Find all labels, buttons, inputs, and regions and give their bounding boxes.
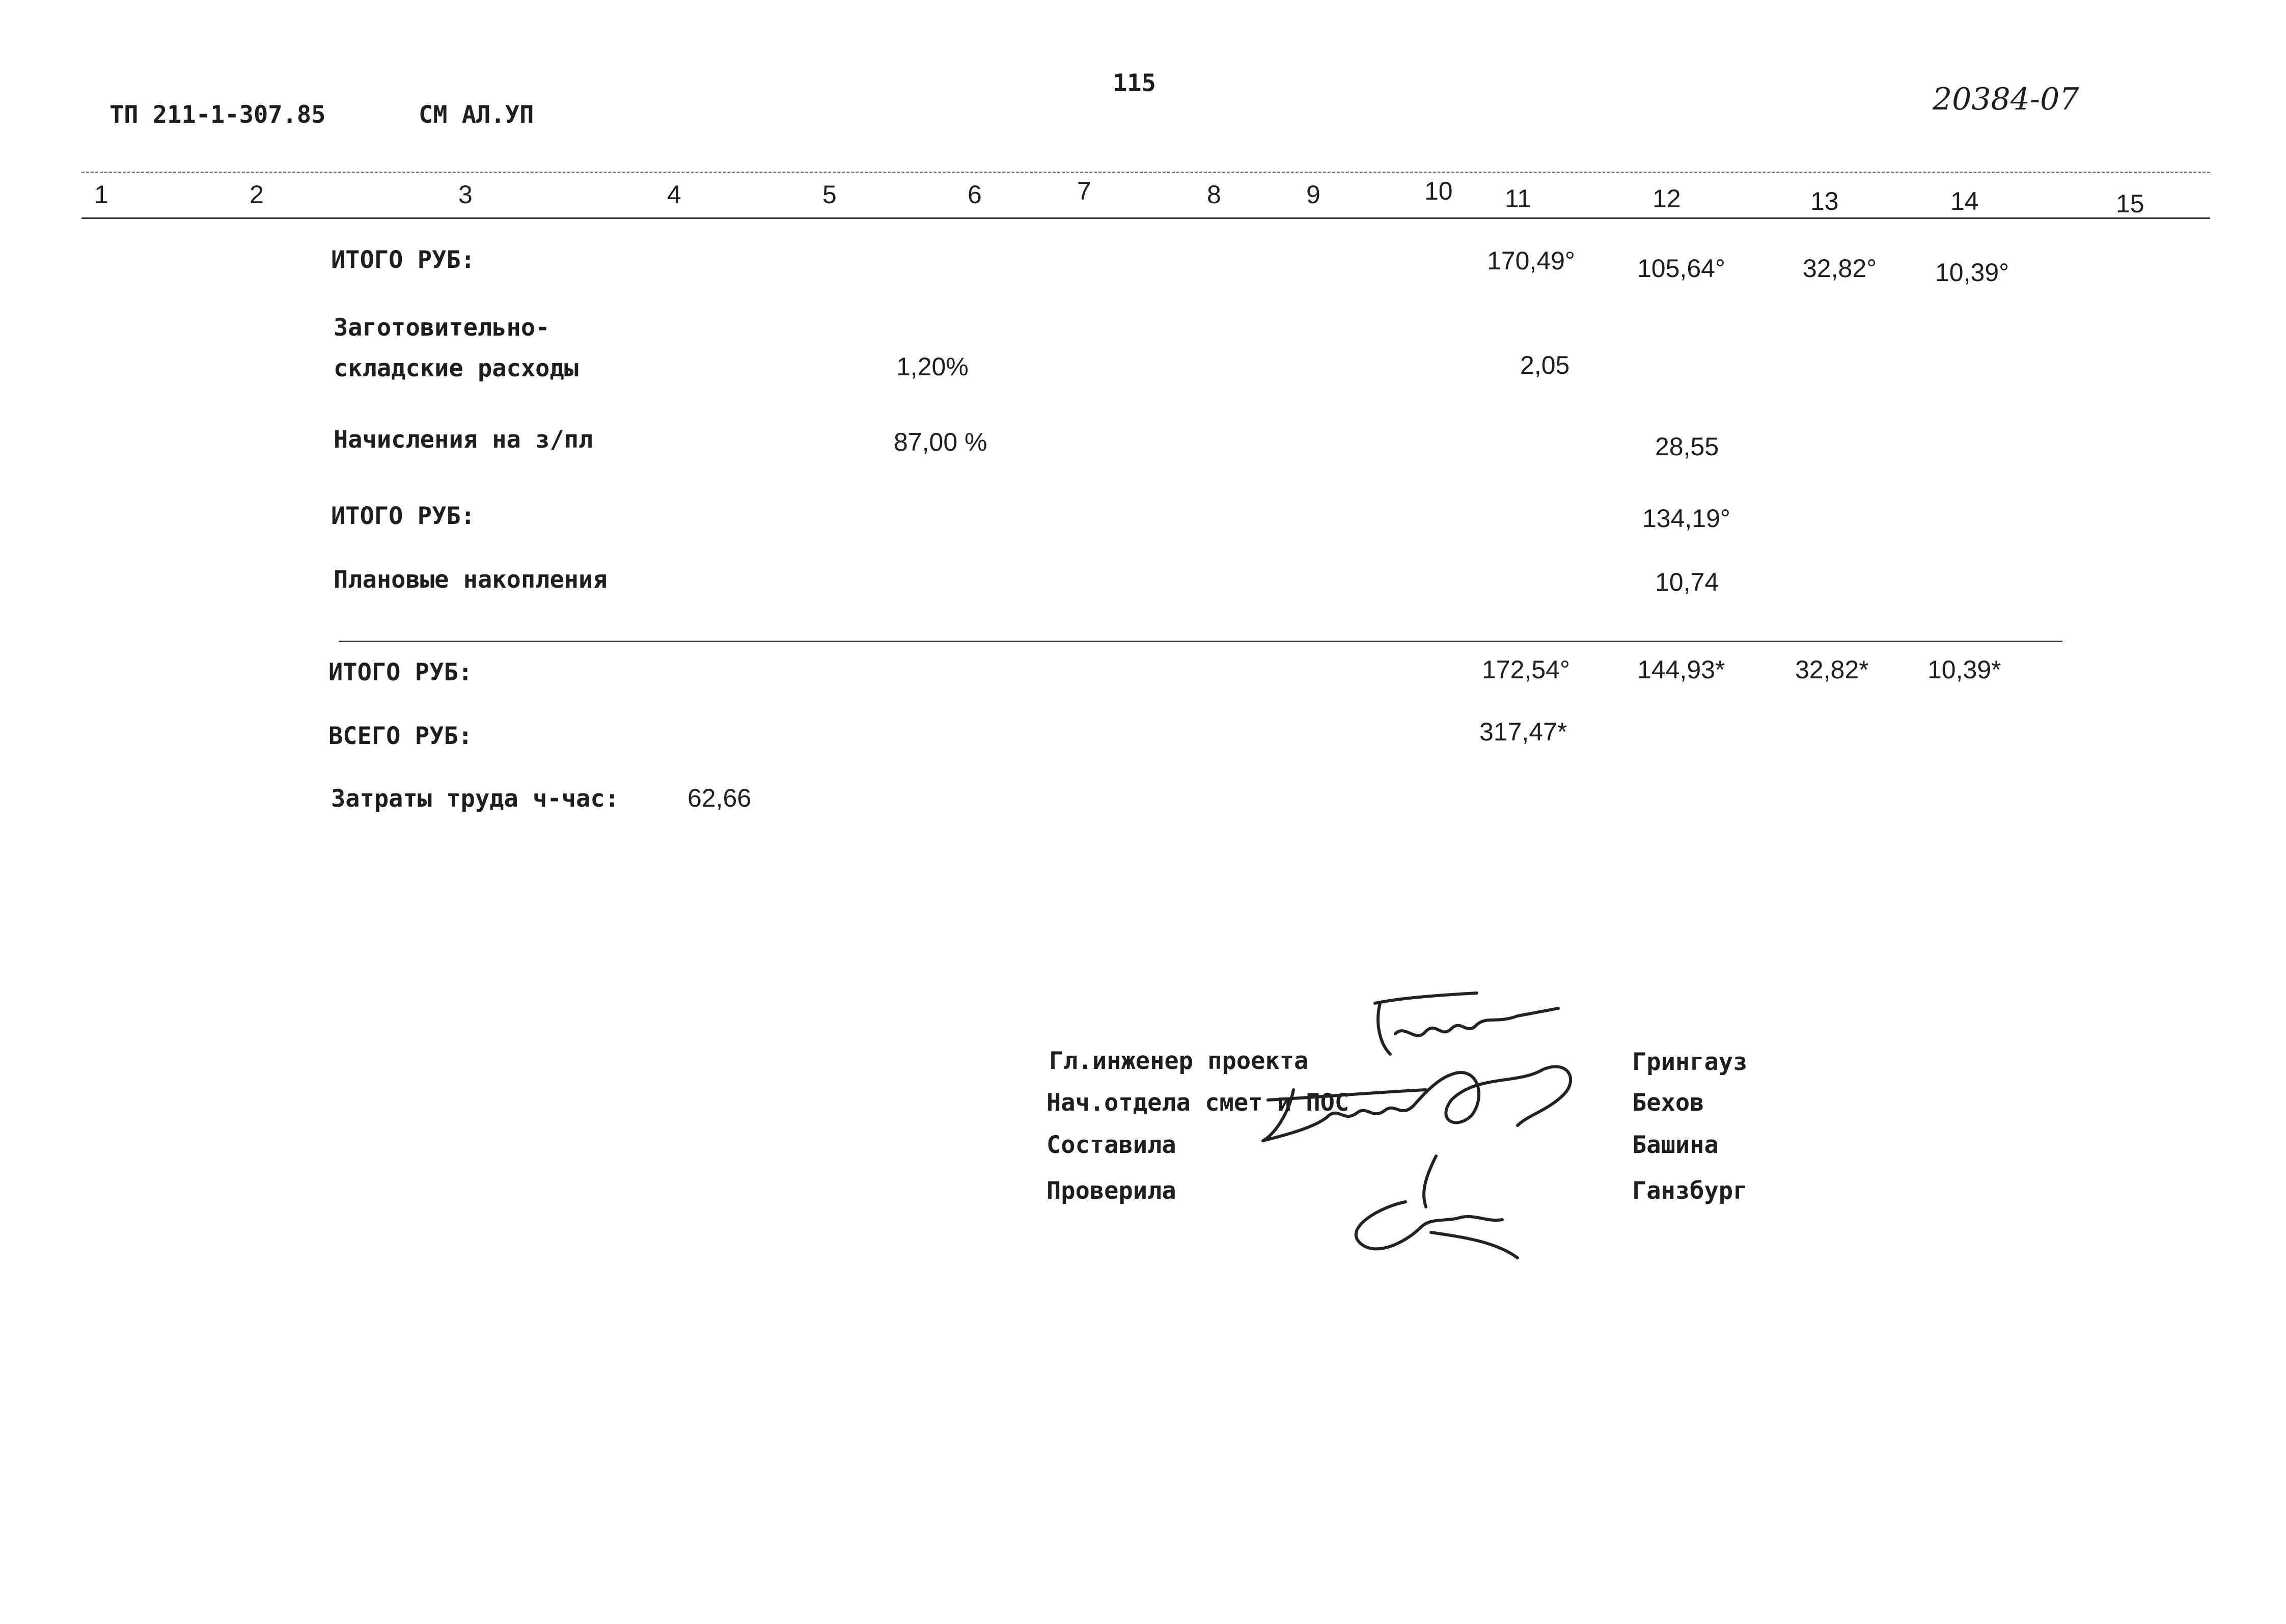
totals-separator-rule — [339, 641, 2062, 642]
column-number: 8 — [1207, 180, 1221, 209]
signature-name: Грингауз — [1632, 1048, 1748, 1076]
cell-col13: 32,82* — [1795, 655, 1869, 684]
column-number: 1 — [94, 180, 108, 209]
column-number: 5 — [822, 180, 837, 209]
cell-col11: 170,49° — [1487, 246, 1575, 275]
cell-col6: 87,00 % — [894, 428, 987, 456]
cell-col4: 62,66 — [687, 784, 752, 812]
cell-col12: 10,74 — [1655, 568, 1719, 596]
column-number: 10 — [1424, 177, 1453, 205]
column-number: 4 — [667, 180, 681, 209]
archive-number: 20384-07 — [1933, 81, 2079, 117]
signature-name: Ганзбург — [1632, 1177, 1748, 1205]
cell-col11: 2,05 — [1520, 351, 1570, 379]
document-code: ТП 211-1-307.85 — [109, 101, 326, 129]
cell-col12: 134,19° — [1642, 504, 1730, 533]
column-number: 12 — [1652, 184, 1681, 213]
signature-name: Бехов — [1632, 1089, 1704, 1117]
row-label-itogo: ИТОГО РУБ: — [331, 502, 475, 530]
column-number: 3 — [458, 180, 473, 209]
column-number: 7 — [1077, 177, 1091, 205]
row-label-itogo: ИТОГО РУБ: — [328, 658, 473, 686]
header-top-rule — [81, 172, 2210, 173]
handwritten-signatures — [1212, 988, 1619, 1273]
cell-col14: 10,39° — [1935, 258, 2009, 287]
column-number: 2 — [250, 180, 264, 209]
cell-col11: 317,47* — [1479, 718, 1567, 746]
column-number: 15 — [2116, 189, 2144, 218]
cell-col12: 105,64° — [1637, 254, 1725, 283]
page-number: 115 — [1113, 69, 1156, 97]
header-bottom-rule — [81, 217, 2210, 219]
column-number: 13 — [1810, 187, 1839, 215]
row-label-vsego: ВСЕГО РУБ: — [328, 722, 473, 750]
column-number: 6 — [968, 180, 982, 209]
cell-col12: 28,55 — [1655, 432, 1719, 461]
signature-role: Нач.отдела смет и ПОС — [1046, 1089, 1349, 1117]
cell-col6: 1,20% — [896, 352, 969, 381]
signature-role: Составила — [1046, 1131, 1176, 1159]
column-number: 14 — [1950, 187, 1979, 215]
signature-role: Гл.инженер проекта — [1049, 1047, 1309, 1075]
cell-col11: 172,54° — [1482, 655, 1570, 684]
row-label-payroll-charges: Начисления на з/пл — [334, 426, 593, 454]
cell-col12: 144,93* — [1637, 655, 1725, 684]
row-label-procurement-line2: складские расходы — [334, 354, 579, 382]
column-number: 11 — [1505, 184, 1531, 213]
row-label-itogo: ИТОГО РУБ: — [331, 246, 475, 274]
cell-col13: 32,82° — [1803, 254, 1877, 283]
signature-name: Башина — [1632, 1131, 1719, 1159]
column-number: 9 — [1306, 180, 1320, 209]
signature-role: Проверила — [1046, 1177, 1176, 1205]
row-label-procurement-line1: Заготовительно- — [334, 314, 550, 342]
album-code: СМ АЛ.УП — [419, 101, 534, 129]
row-label-labor-hours: Затраты труда ч-час: — [331, 785, 619, 813]
row-label-planned-savings: Плановые накопления — [334, 566, 608, 594]
cell-col14: 10,39* — [1927, 655, 2001, 684]
